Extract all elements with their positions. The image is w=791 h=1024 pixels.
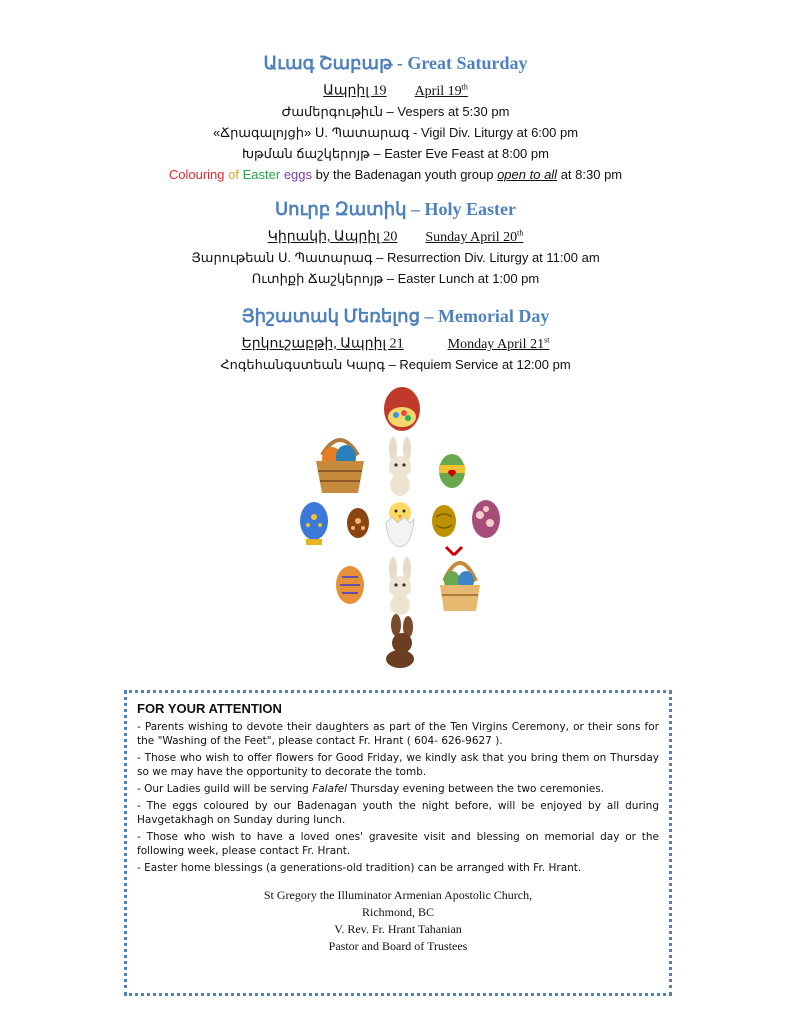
service-line: Ուտիքի Ճաշկերոյթ – Easter Lunch at 1:00 pm bbox=[251, 270, 540, 286]
footer-line: Richmond, BC bbox=[361, 905, 434, 919]
holy-easter-date bbox=[0, 224, 791, 247]
great-saturday-date bbox=[0, 78, 791, 101]
easter-egg-icon bbox=[300, 502, 328, 545]
egg-basket-icon bbox=[440, 547, 480, 611]
easter-egg-icon bbox=[432, 505, 456, 537]
date-en: Monday April 21st bbox=[447, 335, 550, 352]
attention-item: - Easter home blessings (a generations-old tradition) can be arranged with Fr. Hrant. bbox=[137, 862, 582, 874]
attention-title: FOR YOUR ATTENTION bbox=[137, 701, 282, 716]
date-en: April 19th bbox=[414, 82, 468, 99]
attention-item: - Those who wish to have a loved ones' gravesite visit and blessing on memorial day or the following week, please contact Fr. Hrant. bbox=[137, 831, 659, 857]
footer-line: St Gregory the Illuminator Armenian Apostolic Church, bbox=[263, 888, 533, 902]
bunny-icon bbox=[389, 557, 411, 615]
bunny-icon bbox=[389, 437, 411, 496]
attention-item: - Those who wish to offer flowers for Good Friday, we kindly ask that you bring them on Thursday so we may have the opportunity to decorate the tomb. bbox=[137, 752, 659, 778]
falafel: Falafel bbox=[312, 783, 348, 795]
open-to-all: open to all bbox=[497, 166, 558, 182]
easter-egg-icon bbox=[347, 508, 369, 538]
egg-basket-icon bbox=[316, 440, 364, 493]
footer-line: V. Rev. Fr. Hrant Tahanian bbox=[334, 922, 462, 936]
holy-easter-title: Սուրբ Զատիկ – Holy Easter bbox=[275, 199, 516, 219]
service-line: Ժամերգութիւն – Vespers at 5:30 pm bbox=[281, 103, 510, 119]
attention-item: - Parents wishing to devote their daughters as part of the Ten Virgins Ceremony, or their sons for the "Washing of the Feet", please contact Fr. Hrant ( 604- 626-9627 ). bbox=[137, 721, 659, 747]
memorial-day-title: Յիշատակ Մեռելոց – Memorial Day bbox=[241, 306, 550, 326]
colour-rest: by the Badenagan youth group bbox=[315, 166, 494, 182]
easter-egg-icon bbox=[472, 500, 500, 538]
colour-word: Colouring bbox=[168, 166, 225, 182]
chocolate-bunny-icon bbox=[386, 614, 414, 668]
service-line: Հոգեհանգստեան Կարգ – Requiem Service at 12:00 pm bbox=[220, 356, 571, 372]
date-hy: Ապրիլ 19 bbox=[323, 83, 387, 99]
attention-item: - The eggs coloured by our Badenagan youth the night before, will be enjoyed by all during Havgetakhagh on Sunday during lunch. bbox=[137, 800, 659, 826]
footer-line: Pastor and Board of Trustees bbox=[328, 939, 468, 953]
colouring-line bbox=[0, 164, 791, 185]
church-signature bbox=[137, 887, 659, 955]
date-hy: Կիրակի, Ապրիլ 20 bbox=[267, 229, 398, 245]
colour-word: of bbox=[228, 166, 239, 182]
service-line: Խթման ճաշկերոյթ – Easter Eve Feast at 8:00 pm bbox=[242, 145, 549, 161]
great-saturday-section bbox=[0, 52, 791, 185]
easter-egg-icon bbox=[384, 387, 420, 431]
attention-item: - Our Ladies guild will be serving Falafel Thursday evening between the two ceremonies. bbox=[137, 783, 605, 795]
date-en: Sunday April 20th bbox=[425, 228, 524, 245]
attention-box bbox=[124, 690, 672, 996]
great-saturday-title: Աւագ Շաբաթ - Great Saturday bbox=[263, 53, 528, 73]
service-line: Յարութեան Ս. Պատարագ – Resurrection Div. Liturgy at 11:00 am bbox=[191, 249, 600, 265]
chick-icon bbox=[386, 502, 414, 547]
easter-egg-icon bbox=[439, 454, 465, 488]
easter-eggs-graphic bbox=[290, 385, 510, 675]
service-line: «Ճրագալոյցի» Ս. Պատարագ - Vigil Div. Liturgy at 6:00 pm bbox=[212, 124, 579, 140]
colour-time: at 8:30 pm bbox=[560, 166, 623, 182]
memorial-day-date bbox=[0, 331, 791, 354]
memorial-day-section bbox=[0, 305, 791, 375]
holy-easter-section bbox=[0, 198, 791, 289]
easter-egg-icon bbox=[336, 566, 364, 604]
colour-word: Easter bbox=[242, 166, 281, 182]
colour-word: eggs bbox=[283, 166, 313, 182]
date-hy: Երկուշաբթի, Ապրիլ 21 bbox=[241, 336, 404, 352]
easter-illustration bbox=[290, 385, 510, 675]
